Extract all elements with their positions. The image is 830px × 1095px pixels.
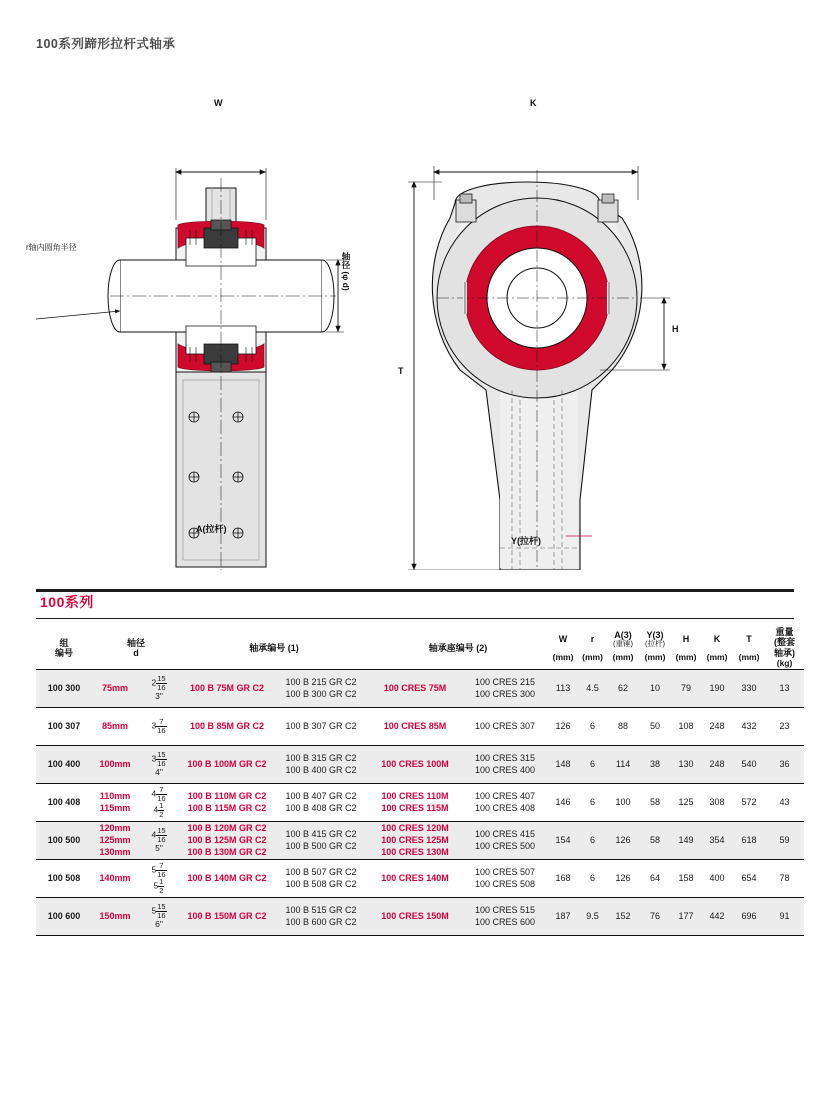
cell-housing-no-inch: 100 CRES 515 100 CRES 600 — [462, 897, 548, 935]
cell-housing-no-metric: 100 CRES 110M 100 CRES 115M — [368, 783, 462, 821]
cell-housing-no-metric: 100 CRES 100M — [368, 745, 462, 783]
cell-bore-inch: 5 $\frac{15}{16}$ 6" — [138, 897, 180, 935]
cell-housing-no-metric: 100 CRES 140M — [368, 859, 462, 897]
technical-drawings — [0, 70, 830, 570]
cell-bearing-no-inch: 100 B 215 GR C2 100 B 300 GR C2 — [274, 669, 368, 707]
cell-weight: 91 — [765, 897, 804, 935]
cell-bearing-no-inch: 100 B 507 GR C2 100 B 508 GR C2 — [274, 859, 368, 897]
table-row — [36, 859, 804, 897]
th-w-unit: (mm) — [552, 651, 574, 662]
table-row — [36, 707, 804, 745]
cell-bore-inch: 4 $\frac{7}{16}$ 4 $\frac{1}{2}$ — [138, 783, 180, 821]
cell-r: 4.5 — [578, 669, 607, 707]
label-k: K — [530, 98, 537, 108]
cell-group-no: 100 508 — [36, 859, 92, 897]
th-bore: 轴径 d — [127, 637, 146, 658]
cell-weight: 78 — [765, 859, 804, 897]
cell-housing-no-inch: 100 CRES 215 100 CRES 300 — [462, 669, 548, 707]
cell-group-no: 100 307 — [36, 707, 92, 745]
cell-bore-mm: 75mm — [92, 669, 138, 707]
table-row — [36, 783, 804, 821]
cell-r: 9.5 — [578, 897, 607, 935]
drawing-svg — [0, 70, 830, 570]
table-body — [36, 669, 804, 935]
cell-r: 6 — [578, 859, 607, 897]
th-housing-no: 轴承座编号 (2) — [428, 642, 488, 653]
cell-w: 148 — [548, 745, 578, 783]
th-k-unit: (mm) — [706, 651, 728, 662]
cell-y3: 76 — [639, 897, 671, 935]
cell-k: 442 — [701, 897, 733, 935]
cell-bearing-no-inch: 100 B 315 GR C2 100 B 400 GR C2 — [274, 745, 368, 783]
cell-bearing-no-metric: 100 B 100M GR C2 — [180, 745, 274, 783]
cell-k: 354 — [701, 821, 733, 859]
cell-t: 618 — [733, 821, 765, 859]
th-w: W — [558, 633, 568, 644]
cell-bore-mm: 140mm — [92, 859, 138, 897]
th-t-unit: (mm) — [738, 651, 760, 662]
cell-r: 6 — [578, 821, 607, 859]
cell-housing-no-inch: 100 CRES 415 100 CRES 500 — [462, 821, 548, 859]
cell-h: 79 — [671, 669, 701, 707]
cell-bore-mm: 150mm — [92, 897, 138, 935]
label-h: H — [672, 324, 679, 334]
cell-weight: 43 — [765, 783, 804, 821]
cell-k: 248 — [701, 707, 733, 745]
cell-k: 308 — [701, 783, 733, 821]
cell-bearing-no-inch: 100 B 515 GR C2 100 B 600 GR C2 — [274, 897, 368, 935]
cell-housing-no-inch: 100 CRES 507 100 CRES 508 — [462, 859, 548, 897]
cell-group-no: 100 500 — [36, 821, 92, 859]
label-bore-diameter: 轴径 (φ d) — [341, 252, 351, 291]
table-row — [36, 821, 804, 859]
cell-group-no: 100 400 — [36, 745, 92, 783]
cell-w: 154 — [548, 821, 578, 859]
label-y-rod: Y(拉杆) — [511, 536, 541, 546]
cell-group-no: 100 600 — [36, 897, 92, 935]
cell-bore-inch: 3 $\frac{7}{16}$ — [138, 707, 180, 745]
cell-group-no: 100 408 — [36, 783, 92, 821]
cell-h: 130 — [671, 745, 701, 783]
cell-a3: 62 — [607, 669, 639, 707]
cell-weight: 36 — [765, 745, 804, 783]
cell-bore-inch: 4 $\frac{15}{16}$ 5" — [138, 821, 180, 859]
cell-r: 6 — [578, 707, 607, 745]
cell-group-no: 100 300 — [36, 669, 92, 707]
th-group-no: 组 编号 — [54, 637, 73, 658]
cell-housing-no-inch: 100 CRES 315 100 CRES 400 — [462, 745, 548, 783]
cell-bearing-no-metric: 100 B 110M GR C2 100 B 115M GR C2 — [180, 783, 274, 821]
cell-h: 177 — [671, 897, 701, 935]
cell-y3: 10 — [639, 669, 671, 707]
cell-t: 540 — [733, 745, 765, 783]
cell-bore-mm: 100mm — [92, 745, 138, 783]
cell-bearing-no-metric: 100 B 140M GR C2 — [180, 859, 274, 897]
cell-h: 158 — [671, 859, 701, 897]
cell-bearing-no-inch: 100 B 415 GR C2 100 B 500 GR C2 — [274, 821, 368, 859]
spec-table-wrapper — [36, 621, 794, 936]
cell-t: 432 — [733, 707, 765, 745]
cell-w: 187 — [548, 897, 578, 935]
cell-a3: 152 — [607, 897, 639, 935]
cell-bore-mm: 120mm 125mm 130mm — [92, 821, 138, 859]
cell-k: 248 — [701, 745, 733, 783]
cell-y3: 58 — [639, 821, 671, 859]
cell-h: 108 — [671, 707, 701, 745]
th-y3-unit: (mm) — [644, 651, 666, 662]
th-h: H — [682, 633, 690, 644]
cell-t: 696 — [733, 897, 765, 935]
cell-a3: 126 — [607, 821, 639, 859]
cell-bearing-no-inch: 100 B 407 GR C2 100 B 408 GR C2 — [274, 783, 368, 821]
cell-k: 190 — [701, 669, 733, 707]
cell-w: 168 — [548, 859, 578, 897]
cell-bearing-no-metric: 100 B 75M GR C2 — [180, 669, 274, 707]
cell-bore-mm: 85mm — [92, 707, 138, 745]
cell-r: 6 — [578, 783, 607, 821]
th-h-unit: (mm) — [675, 651, 697, 662]
cell-w: 146 — [548, 783, 578, 821]
page-title: 100系列蹄形拉杆式轴承 — [36, 37, 176, 51]
cell-weight: 59 — [765, 821, 804, 859]
table-head — [36, 621, 804, 669]
cell-housing-no-metric: 100 CRES 75M — [368, 669, 462, 707]
label-a-rod: A(拉杆) — [196, 524, 227, 534]
table-row — [36, 897, 804, 935]
cell-y3: 58 — [639, 783, 671, 821]
th-bearing-no: 轴承编号 (1) — [249, 642, 299, 653]
cell-bore-inch: 5 $\frac{7}{16}$ 5 $\frac{1}{2}$ — [138, 859, 180, 897]
cell-bearing-no-metric: 100 B 150M GR C2 — [180, 897, 274, 935]
th-r: r — [590, 633, 595, 644]
th-t: T — [746, 633, 752, 644]
spec-table — [36, 621, 804, 936]
cell-housing-no-inch: 100 CRES 407 100 CRES 408 — [462, 783, 548, 821]
label-w: W — [214, 98, 223, 108]
cell-weight: 13 — [765, 669, 804, 707]
th-a3: A(3) (重锤) — [613, 629, 634, 648]
table-row — [36, 745, 804, 783]
cell-housing-no-inch: 100 CRES 307 — [462, 707, 548, 745]
cell-y3: 50 — [639, 707, 671, 745]
series-title: 100系列 — [40, 594, 94, 610]
cell-y3: 38 — [639, 745, 671, 783]
cell-t: 654 — [733, 859, 765, 897]
cell-a3: 114 — [607, 745, 639, 783]
th-y3: Y(3) (拉杆) — [645, 629, 666, 648]
cell-a3: 88 — [607, 707, 639, 745]
cell-y3: 64 — [639, 859, 671, 897]
cell-bearing-no-metric: 100 B 120M GR C2 100 B 125M GR C2 100 B 130M GR C2 — [180, 821, 274, 859]
th-k: K — [713, 633, 721, 644]
cell-housing-no-metric: 100 CRES 150M — [368, 897, 462, 935]
series-band — [36, 589, 794, 619]
cell-housing-no-metric: 100 CRES 85M — [368, 707, 462, 745]
cell-w: 126 — [548, 707, 578, 745]
cell-a3: 100 — [607, 783, 639, 821]
cell-bore-inch: 3 $\frac{15}{16}$ 4" — [138, 745, 180, 783]
cell-a3: 126 — [607, 859, 639, 897]
table-row — [36, 669, 804, 707]
cell-t: 572 — [733, 783, 765, 821]
th-weight: 重量 (整套 轴承) (kg) — [774, 627, 796, 669]
label-fillet-radius: r轴内圆角半径 — [26, 243, 77, 252]
cell-bearing-no-metric: 100 B 85M GR C2 — [180, 707, 274, 745]
cell-h: 149 — [671, 821, 701, 859]
cell-weight: 23 — [765, 707, 804, 745]
cell-h: 125 — [671, 783, 701, 821]
cell-bearing-no-inch: 100 B 307 GR C2 — [274, 707, 368, 745]
th-r-unit: (mm) — [582, 651, 603, 662]
cell-bore-mm: 110mm 115mm — [92, 783, 138, 821]
cell-r: 6 — [578, 745, 607, 783]
cell-t: 330 — [733, 669, 765, 707]
cell-k: 400 — [701, 859, 733, 897]
label-t: T — [398, 366, 404, 376]
th-a3-unit: (mm) — [612, 651, 634, 662]
cell-bore-inch: 2 $\frac{15}{16}$ 3" — [138, 669, 180, 707]
cell-housing-no-metric: 100 CRES 120M 100 CRES 125M 100 CRES 130M — [368, 821, 462, 859]
cell-w: 113 — [548, 669, 578, 707]
